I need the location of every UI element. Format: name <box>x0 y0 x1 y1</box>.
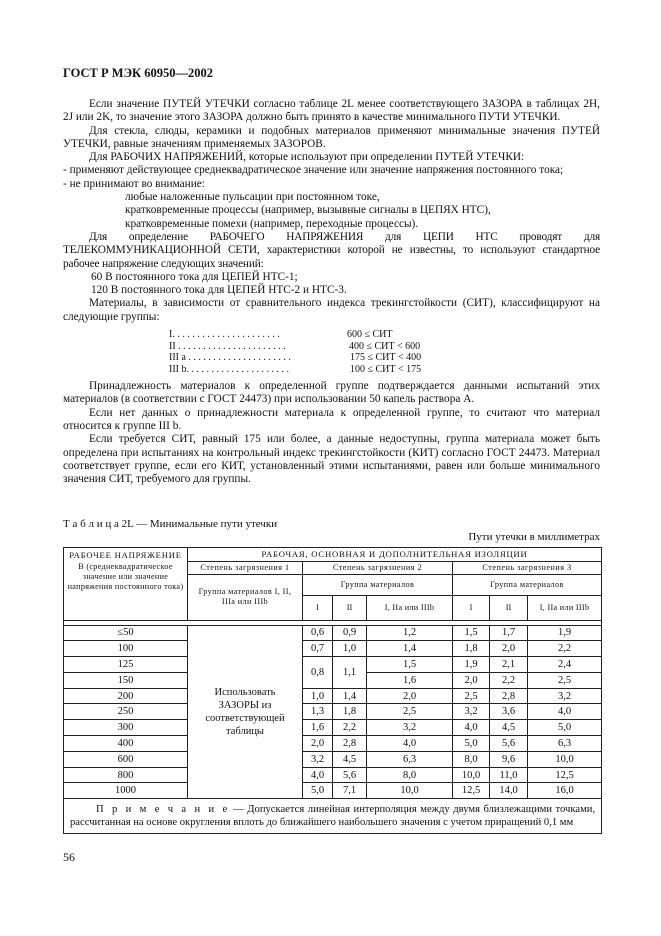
cell-voltage: 600 <box>64 751 188 767</box>
group-label: II . . . . . . . . . . . . . . . . . . . . . . <box>169 340 286 352</box>
table-row <box>64 657 602 673</box>
cell: 6,3 <box>528 736 602 752</box>
header-voltage-sub: В (среднеквадратическое значение или значение напряжения постоянного тока) <box>64 561 188 620</box>
material-group <box>169 329 600 341</box>
table-row <box>64 688 602 704</box>
cell: 2,2 <box>490 672 528 688</box>
cell: 0,7 <box>303 641 333 657</box>
cell: 1,2 <box>367 625 453 641</box>
cell-merged: 0,8 <box>303 657 333 689</box>
cell: 1,3 <box>303 704 333 720</box>
paragraph: Если нет данных о принадлежности материала к определенной группе, то считают что материал относится к группе III b. <box>63 406 600 432</box>
paragraph: Если значение ПУТЕЙ УТЕЧКИ согласно таблице 2L менее соответствующего ЗАЗОРА в таблицах 2H, 2J или 2K, то значение этого ЗАЗОРА должно быть принято в качестве минимального ПУТИ УТЕЧКИ. <box>63 98 600 124</box>
cell: 1,6 <box>367 672 453 688</box>
note-label: П р и м е ч а н и е <box>96 804 230 816</box>
material-group <box>169 352 600 364</box>
paragraph: Принадлежность материалов к определенной группе подтверждается данными испытаний этих материалов (в соответствии с ГОСТ 24473) при использовании 50 капель раствора А. <box>63 380 600 406</box>
table-caption: Т а б л и ц а 2L — Минимальные пути утечки <box>63 518 278 530</box>
cell: 2,8 <box>333 736 367 752</box>
cell: 2,2 <box>333 720 367 736</box>
table-units: Пути утечки в миллиметрах <box>468 531 600 543</box>
cell: 5,0 <box>528 720 602 736</box>
group-range: 400 ≤ СИТ < 600 <box>349 340 421 352</box>
table-row <box>64 736 602 752</box>
material-groups-list <box>169 329 600 375</box>
note-text: — Допускается линейная интерполяция между двумя близлежащими точками, рассчитанная на основе округления вплоть до ближайшего наибольшего значения с учетом приращений 0,1 мм <box>70 804 596 829</box>
cell: 1,9 <box>528 625 602 641</box>
cell: 12,5 <box>453 783 490 799</box>
cell: 4,0 <box>303 767 333 783</box>
cell: 2,0 <box>453 672 490 688</box>
cell: 0,6 <box>303 625 333 641</box>
table-row <box>64 767 602 783</box>
cell: 1,9 <box>453 657 490 673</box>
cell: 10,0 <box>367 783 453 799</box>
header-col-I: I <box>303 595 333 620</box>
table-row <box>64 704 602 720</box>
cell: 5,0 <box>453 736 490 752</box>
paragraph: кратковременные процессы (например, вызывные сигналы в ЦЕПЯХ НТС), <box>125 204 491 217</box>
cell: 9,6 <box>490 751 528 767</box>
header-voltage: РАБОЧЕЕ НАПРЯЖЕНИЕ <box>64 548 188 562</box>
cell-merged: 1,1 <box>333 657 367 689</box>
group-range: 600 ≤ СИТ <box>347 329 393 341</box>
cell: 8,0 <box>453 751 490 767</box>
cell: 0,9 <box>333 625 367 641</box>
header-group-3: Группа материалов <box>453 574 602 595</box>
cell: 1,7 <box>490 625 528 641</box>
header-col-III: I, IIa или IIIb <box>367 595 453 620</box>
paragraph: Для РАБОЧИХ НАПРЯЖЕНИЙ, которые используют при определении ПУТЕЙ УТЕЧКИ: <box>89 151 525 164</box>
cell: 3,6 <box>490 704 528 720</box>
cell: 3,2 <box>528 688 602 704</box>
cell: 2,0 <box>303 736 333 752</box>
paragraph: - применяют действующее среднеквадратическое значение или значение напряжения постоянного тока; <box>63 164 564 177</box>
group-range: 175 ≤ СИТ < 400 <box>350 352 422 364</box>
cell: 11,0 <box>490 767 528 783</box>
cell: 3,2 <box>367 720 453 736</box>
cell: 1,8 <box>453 641 490 657</box>
page-number: 56 <box>63 850 75 864</box>
creepage-table <box>63 547 602 834</box>
paragraph: Если требуется СИТ, равный 175 или более, а данные недоступны, группа материала может быть определена при испытаниях на контрольный индекс трекингстойкости (КИТ) согласно ГОСТ 24473. Материал соответствует группе, если его КИТ, установленный этими испытаниями, равен или больше минимального значения СИТ, требуемого для группы. <box>63 433 600 486</box>
cell: 10,0 <box>453 767 490 783</box>
table-row <box>64 625 602 641</box>
cell-voltage: 125 <box>64 657 188 673</box>
cell: 2,5 <box>367 704 453 720</box>
table-row <box>64 751 602 767</box>
header-col-III: I, IIa или IIIb <box>528 595 602 620</box>
cell: 2,8 <box>490 688 528 704</box>
cell: 2,5 <box>528 672 602 688</box>
cell: 1,8 <box>333 704 367 720</box>
cell: 3,2 <box>303 751 333 767</box>
cell: 1,0 <box>303 688 333 704</box>
header-col-I: I <box>453 595 490 620</box>
cell: 12,5 <box>528 767 602 783</box>
cell: 1,5 <box>367 657 453 673</box>
cell: 2,2 <box>528 641 602 657</box>
cell: 5,6 <box>490 736 528 752</box>
cell: 3,2 <box>453 704 490 720</box>
paragraph: - не принимают во внимание: <box>63 177 205 190</box>
cell: 10,0 <box>528 751 602 767</box>
cell: 2,0 <box>490 641 528 657</box>
header-col-II: II <box>333 595 367 620</box>
cell: 1,4 <box>333 688 367 704</box>
cell: 8,0 <box>367 767 453 783</box>
cell: 1,0 <box>333 641 367 657</box>
material-group <box>169 364 600 376</box>
header-degree-2: Степень загрязнения 2 <box>303 561 453 574</box>
group-label: III a . . . . . . . . . . . . . . . . . . . . . <box>169 352 291 364</box>
cell: 6,3 <box>367 751 453 767</box>
cell-voltage: 800 <box>64 767 188 783</box>
cell-voltage: 300 <box>64 720 188 736</box>
cell: 7,1 <box>333 783 367 799</box>
cell: 2,4 <box>528 657 602 673</box>
cell: 2,1 <box>490 657 528 673</box>
cell-voltage: ≤50 <box>64 625 188 641</box>
cell: 4,0 <box>528 704 602 720</box>
cell: 4,5 <box>333 751 367 767</box>
body-text <box>63 98 600 486</box>
cell-voltage: 250 <box>64 704 188 720</box>
header-group-2: Группа материалов <box>303 574 453 595</box>
cell: 1,4 <box>367 641 453 657</box>
group-range: 100 ≤ СИТ < 175 <box>350 363 422 375</box>
paragraph: Материалы, в зависимости от сравнительного индекса трекингстойкости (СИТ), классифицируют на следующие группы: <box>63 297 600 323</box>
cell-voltage: 200 <box>64 688 188 704</box>
header-degree-1: Степень загрязнения 1 <box>188 561 303 574</box>
group-label: I. . . . . . . . . . . . . . . . . . . . . . <box>169 329 280 341</box>
table-row <box>64 783 602 799</box>
cell: 2,5 <box>453 688 490 704</box>
group-label: III b. . . . . . . . . . . . . . . . . . . . . <box>169 363 289 375</box>
header-insulation: РАБОЧАЯ, ОСНОВНАЯ И ДОПОЛНИТЕЛЬНАЯ ИЗОЛЯЦИИ <box>188 548 602 562</box>
paragraph: Для определение РАБОЧЕГО НАПРЯЖЕНИЯ для ЦЕПИ НТС проводят для ТЕЛЕКОММУНИКАЦИОННОЙ СЕТИ, характеристики которой не известны, то используют стандартное рабочее напряжение следующих значений: <box>63 230 600 270</box>
header-group-all: Группа материалов I, II, IIIa или IIIb <box>188 574 303 620</box>
document-header: ГОСТ Р МЭК 60950—2002 <box>63 66 213 80</box>
table-note <box>64 799 602 834</box>
cell: 5,0 <box>303 783 333 799</box>
cell: 1,5 <box>453 625 490 641</box>
cell-voltage: 400 <box>64 736 188 752</box>
cell: 4,5 <box>490 720 528 736</box>
table-row <box>64 720 602 736</box>
cell: 4,0 <box>367 736 453 752</box>
cell-voltage: 100 <box>64 641 188 657</box>
paragraph: 60 В постоянного тока для ЦЕПЕЙ НТС-1; <box>91 270 298 283</box>
paragraph: кратковременные помехи (например, переходные процессы). <box>125 217 419 230</box>
cell: 5,6 <box>333 767 367 783</box>
cell: 16,0 <box>528 783 602 799</box>
paragraph: Для стекла, слюды, керамики и подобных материалов применяют минимальные значения ПУТЕЙ УТЕЧКИ, равные значениям применяемых ЗАЗОРОВ. <box>63 124 600 150</box>
header-col-II: II <box>490 595 528 620</box>
cell: 1,6 <box>303 720 333 736</box>
table-row <box>64 641 602 657</box>
cell: 2,0 <box>367 688 453 704</box>
cell-use-clearance: Использовать ЗАЗОРЫ из соответствующей таблицы <box>188 625 303 799</box>
cell: 14,0 <box>490 783 528 799</box>
material-group <box>169 341 600 353</box>
paragraph: любые наложенные пульсации при постоянном токе, <box>125 191 380 204</box>
cell: 4,0 <box>453 720 490 736</box>
cell-voltage: 1000 <box>64 783 188 799</box>
cell-voltage: 150 <box>64 672 188 688</box>
header-degree-3: Степень загрязнения 3 <box>453 561 602 574</box>
paragraph: 120 В постоянного тока для ЦЕПЕЙ НТС-2 и НТС-3. <box>91 284 347 297</box>
